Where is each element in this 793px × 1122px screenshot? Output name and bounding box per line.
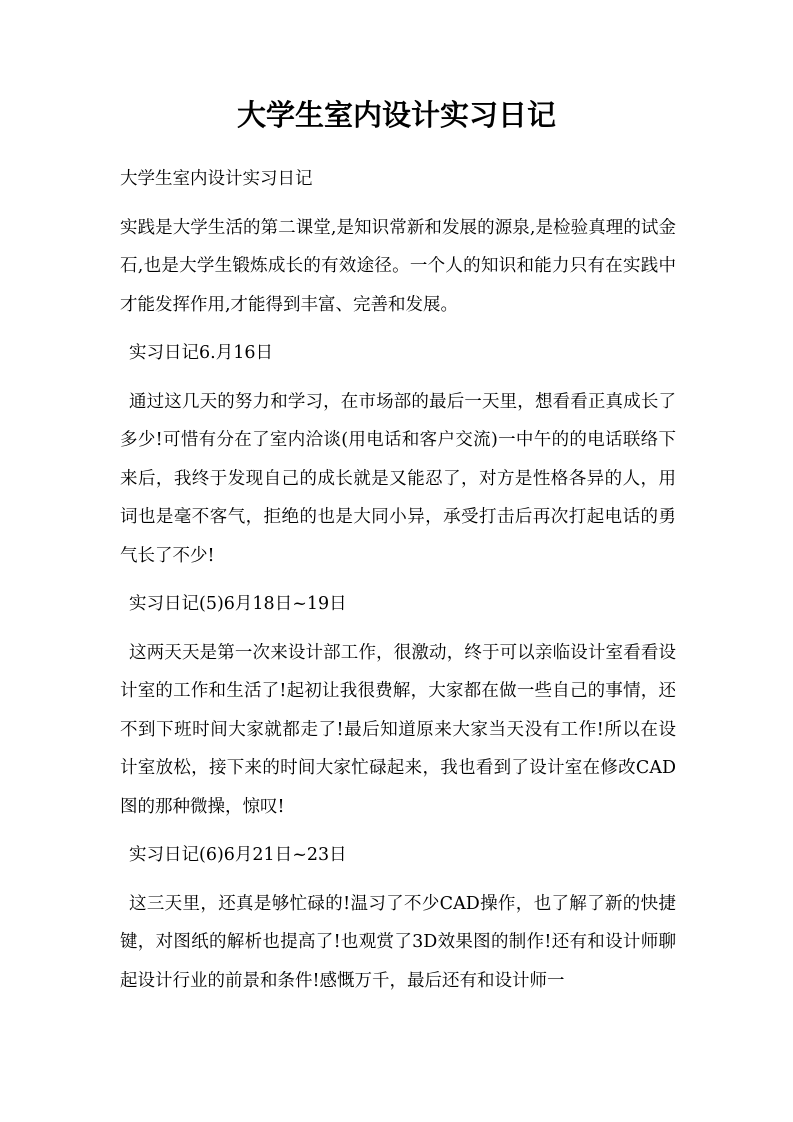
diary-entry-0621: 这三天里，还真是够忙碌的!温习了不少CAD操作，也了解了新的快捷键，对图纸的解析也提高了!也观赏了3D效果图的制作!还有和设计师聊起设计行业的前景和条件!感慨万千，最后还有和设计师一 <box>120 893 676 991</box>
diary-heading-0618: 实习日记(5)6月18日~19日 <box>129 594 347 614</box>
subtitle-paragraph: 大学生室内设计实习日记 <box>120 169 313 189</box>
diary-entry-0618: 这两天天是第一次来设计部工作，很激动，终于可以亲临设计室看看设计室的工作和生活了!起初让我很费解，大家都在做一些自己的事情，还不到下班时间大家就都走了!最后知道原来大家当天没有工作!所以在设计室放松，接下来的时间大家忙碌起来，我也看到了设计室在修改CAD图的那种微操，惊叹! <box>120 642 676 817</box>
intro-paragraph: 实践是大学生活的第二课堂,是知识常新和发展的源泉,是检验真理的试金石,也是大学生锻炼成长的有效途径。一个人的知识和能力只有在实践中才能发挥作用,才能得到丰富、完善和发展。 <box>120 217 676 315</box>
diary-heading-0621: 实习日记(6)6月21日~23日 <box>129 845 347 865</box>
document-title: 大学生室内设计实习日记 <box>236 98 556 132</box>
diary-entry-0616: 通过这几天的努力和学习，在市场部的最后一天里，想看看正真成长了多少!可惜有分在了室内洽谈(用电话和客户交流)一中午的的电话联络下来后，我终于发现自己的成长就是又能忍了，对方是性格各异的人，用词也是毫不客气，拒绝的也是大同小异，承受打击后再次打起电话的勇气长了不少! <box>120 391 676 566</box>
document-body <box>120 160 676 1010</box>
diary-heading-0616: 实习日记6.月16日 <box>129 343 273 363</box>
